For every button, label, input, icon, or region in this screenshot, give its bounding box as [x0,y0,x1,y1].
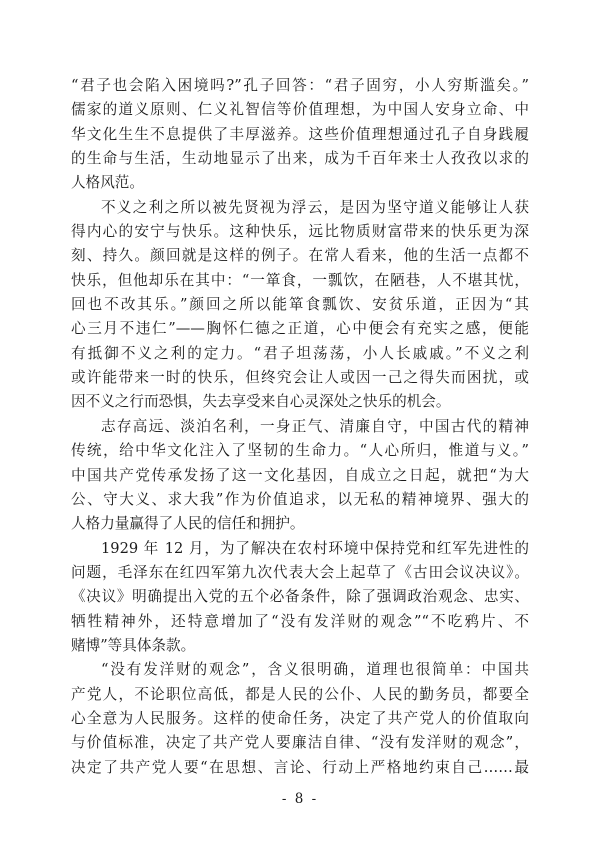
text-line: 回也不改其乐。”颜回之所以能箪食瓢饮、安贫乐道，正因为“其 [71,296,529,314]
text-line: 牺牲精神外，还特意增加了“没有发洋财的观念”“不吃鸦片、不 [71,612,529,630]
text-line: “君子也会陷入困境吗?”孔子回答：“君子固穷，小人穷斯滥矣。” [71,77,529,94]
text-line: 公、守大义、求大我”作为价值追求，以无私的精神境界、强大的 [71,490,529,508]
text-line: 决定了共产党人要“在思想、言论、行动上严格地约束自己……最 [71,758,529,776]
text-line: 不义之利之所以被先贤视为浮云，是因为坚守道义能够让人获 [101,198,529,216]
text-line: 赌博”等具体条款。 [71,636,196,654]
text-line: 问题，毛泽东在红四军第九次代表大会上起草了《古田会议决议》。 [71,563,529,581]
text-line: 华文化生生不息提供了丰厚滋养。这些价值理想通过孔子自身践履 [71,125,529,143]
text-line: 有抵御不义之利的定力。“君子坦荡荡，小人长戚戚。”不义之利 [71,344,529,362]
text-line: 刻、持久。颜回就是这样的例子。在常人看来，他的生活一点都不 [71,247,529,265]
text-line: 的生命与生活，生动地显示了出来，成为千百年来士人孜孜以求的 [71,150,529,168]
text-line: 或许能带来一时的快乐，但终究会让人或因一己之得失而困扰，或 [71,369,529,387]
text-line: 与价值标准，决定了共产党人要廉洁自律、“没有发洋财的观念”， [71,734,529,752]
text-line: 快乐，但他却乐在其中：“一箪食，一瓢饮，在陋巷，人不堪其忧， [71,271,529,289]
text-line: 中国共产党传承发扬了这一文化基因，自成立之日起，就把“为大 [71,466,529,484]
text-line: 儒家的道义原则、仁义礼智信等价值理想，为中国人安身立命、中 [71,101,529,119]
document-body [71,74,529,780]
text-line: 人格风范。 [71,174,144,192]
page-footer [0,791,600,807]
text-line: 1929 年 12 月，为了解决在农村环境中保持党和红军先进性的 [101,539,529,557]
text-line: 传统，给中华文化注入了坚韧的生命力。“人心所归，惟道与义。” [71,442,529,460]
text-line: 得内心的安宁与快乐。这种快乐，远比物质财富带来的快乐更为深 [71,223,529,241]
page-number: - 8 - [281,791,319,807]
text-line: 心全意为人民服务。这样的使命任务，决定了共产党人的价值取向 [71,709,529,727]
text-line: 志存高远、淡泊名利，一身正气、清廉自守，中国古代的精神 [101,417,529,435]
text-line: 产党人，不论职位高低，都是人民的公仆、人民的勤务员，都要全 [71,685,529,703]
text-line: 因不义之行而恐惧，失去享受来自心灵深处之快乐的机会。 [71,393,451,411]
text-line: 《决议》明确提出入党的五个必备条件，除了强调政治观念、忠实、 [71,588,529,606]
text-line: “没有发洋财的观念”，含义很明确，道理也很简单：中国共 [101,661,529,679]
text-line: 心三月不违仁”——胸怀仁德之正道，心中便会有充实之感，便能 [71,320,529,338]
text-line: 人格力量赢得了人民的信任和拥护。 [71,515,305,533]
